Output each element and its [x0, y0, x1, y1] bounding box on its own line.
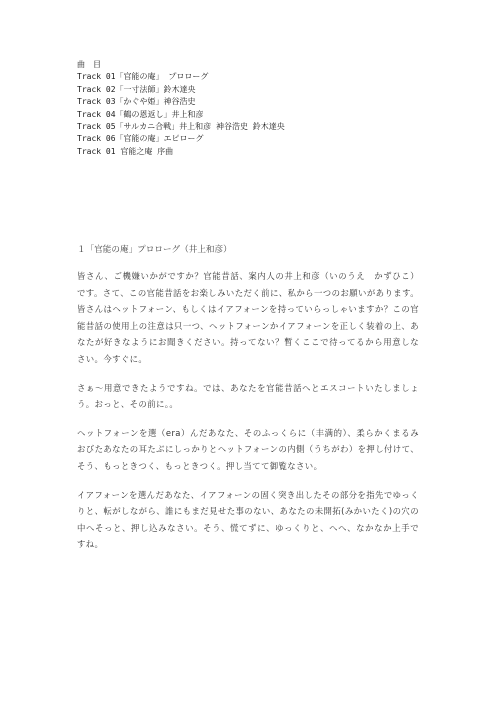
track-list — [77, 59, 285, 158]
paragraph: イアフォーンを選んだあなた、イアフォーンの固く突き出したその部分を指先でゆっくりと、転がしながら、誰にもまだ見せた事のない、あなたの未開拓(みかいたく)の穴の中へそっと、押し込みなさい。そう、慌てずに、ゆっくりと、へへ、なかなか上手ですね。 — [77, 489, 419, 550]
track-list-item: Track 02「一寸法師」鈴木達央 — [77, 84, 196, 94]
section-heading: １「官能の庵」プロローグ（井上和彦） — [77, 245, 232, 255]
track-list-item: Track 03「かぐや姫」神谷浩史 — [77, 97, 196, 107]
track-list-item: Track 01 官能之庵 序曲 — [77, 146, 174, 156]
body-text — [77, 268, 419, 565]
paragraph: ヘットフォーンを選（era）んだあなた、そのふっくらに（丰满的）、柔らかくまるみおびたあなたの耳たぶにしっかりとヘットフォーンの内側（うちがわ）を押し付けて、そう、もっときつく、もっときつく。押し当てて御覧なさい。 — [77, 427, 419, 471]
paragraph: さぁ～用意できたようですね。では、あなたを官能昔話へとエスコートいたしましょう。おっと、その前に。。 — [77, 382, 419, 410]
track-list-item: Track 01「官能の庵」 プロローグ — [77, 72, 209, 82]
track-list-title: 曲 目 — [77, 60, 101, 69]
track-list-item: Track 04「鶴の恩返し」井上和彦 — [77, 109, 204, 119]
track-list-item: Track 05「サルカニ合戦」井上和彦 神谷浩史 鈴木達央 — [77, 122, 285, 132]
track-list-item: Track 06「官能の庵」エピローグ — [77, 134, 204, 144]
paragraph: 皆さん、ご機嫌いかがですか？官能昔話、案内人の井上和彦（いのうえ かずひこ）です。さて、この官能昔話をお楽しみいただく前に、私から一つのお願いがあります。皆さんはヘットフォーン、もしくはイアフォーンを持っていらっしゃいますか？この官能昔話の使用上の注意は只一つ、ヘットフォーンかイアフォーンを正しく装着の上、あなたが好きなようにお聞きください。持ってない？暫くここで待ってるから用意しなさい。今すぐに。 — [77, 271, 419, 364]
